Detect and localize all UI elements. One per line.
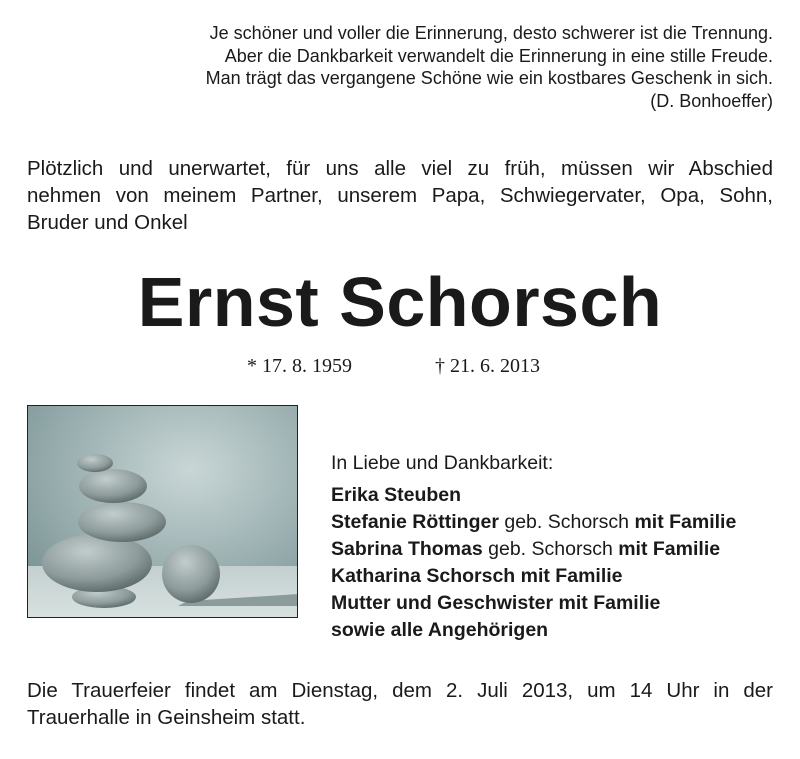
stacked-stones-photo [27,405,298,618]
mourner-entry [331,617,736,644]
mourner-entry [331,482,736,509]
mourner-entry [331,563,736,590]
bonhoeffer-quote [206,22,773,112]
mourner-name: sowie alle Angehörigen [331,619,549,641]
mourner-name: Sabrina Thomas [331,538,483,560]
intro-line: Bruder und Onkel [27,211,188,234]
deceased-name: Ernst Schorsch [137,263,663,341]
mourner-name: Katharina Schorsch mit Familie [331,565,623,587]
funeral-line: Trauerhalle in Geinsheim statt. [27,706,306,729]
mourners-list [331,450,736,644]
mourner-entry [331,536,736,563]
quote-line: Aber die Dankbarkeit verwandelt die Erinnerung in eine stille Freude. [224,45,773,66]
funeral-notice [27,677,773,731]
intro-line: nehmen von meinem Partner, unserem Papa, Schwiegervater, Opa, Sohn, [27,184,773,207]
mourner-name: Stefanie Röttinger [331,511,499,533]
mourner-suffix: mit Familie [634,511,737,533]
mourner-name: Erika Steuben [331,484,462,506]
death-date: † 21. 6. 2013 [435,355,540,377]
birth-date: * 17. 8. 1959 [247,355,352,377]
mourner-entry [331,509,736,536]
mourner-entry [331,590,736,617]
mourner-maiden-name: geb. Schorsch [482,538,619,560]
funeral-line: Die Trauerfeier findet am Dienstag, dem 2. Juli 2013, um 14 Uhr in der [27,679,773,702]
mourner-maiden-name: geb. Schorsch [498,511,635,533]
mourner-name: Mutter und Geschwister mit Familie [331,592,661,614]
quote-line: Man trägt das vergangene Schöne wie ein kostbares Geschenk in sich. [205,68,773,88]
intro-paragraph [27,155,773,236]
mourners-heading: In Liebe und Dankbarkeit: [331,452,554,474]
intro-line: Plötzlich und unerwartet, für uns alle viel zu früh, müssen wir Abschied [27,157,773,180]
mourner-suffix: mit Familie [618,538,721,560]
quote-line: Je schöner und voller die Erinnerung, desto schwerer ist die Trennung. [209,23,773,43]
quote-author: (D. Bonhoeffer) [650,90,773,111]
